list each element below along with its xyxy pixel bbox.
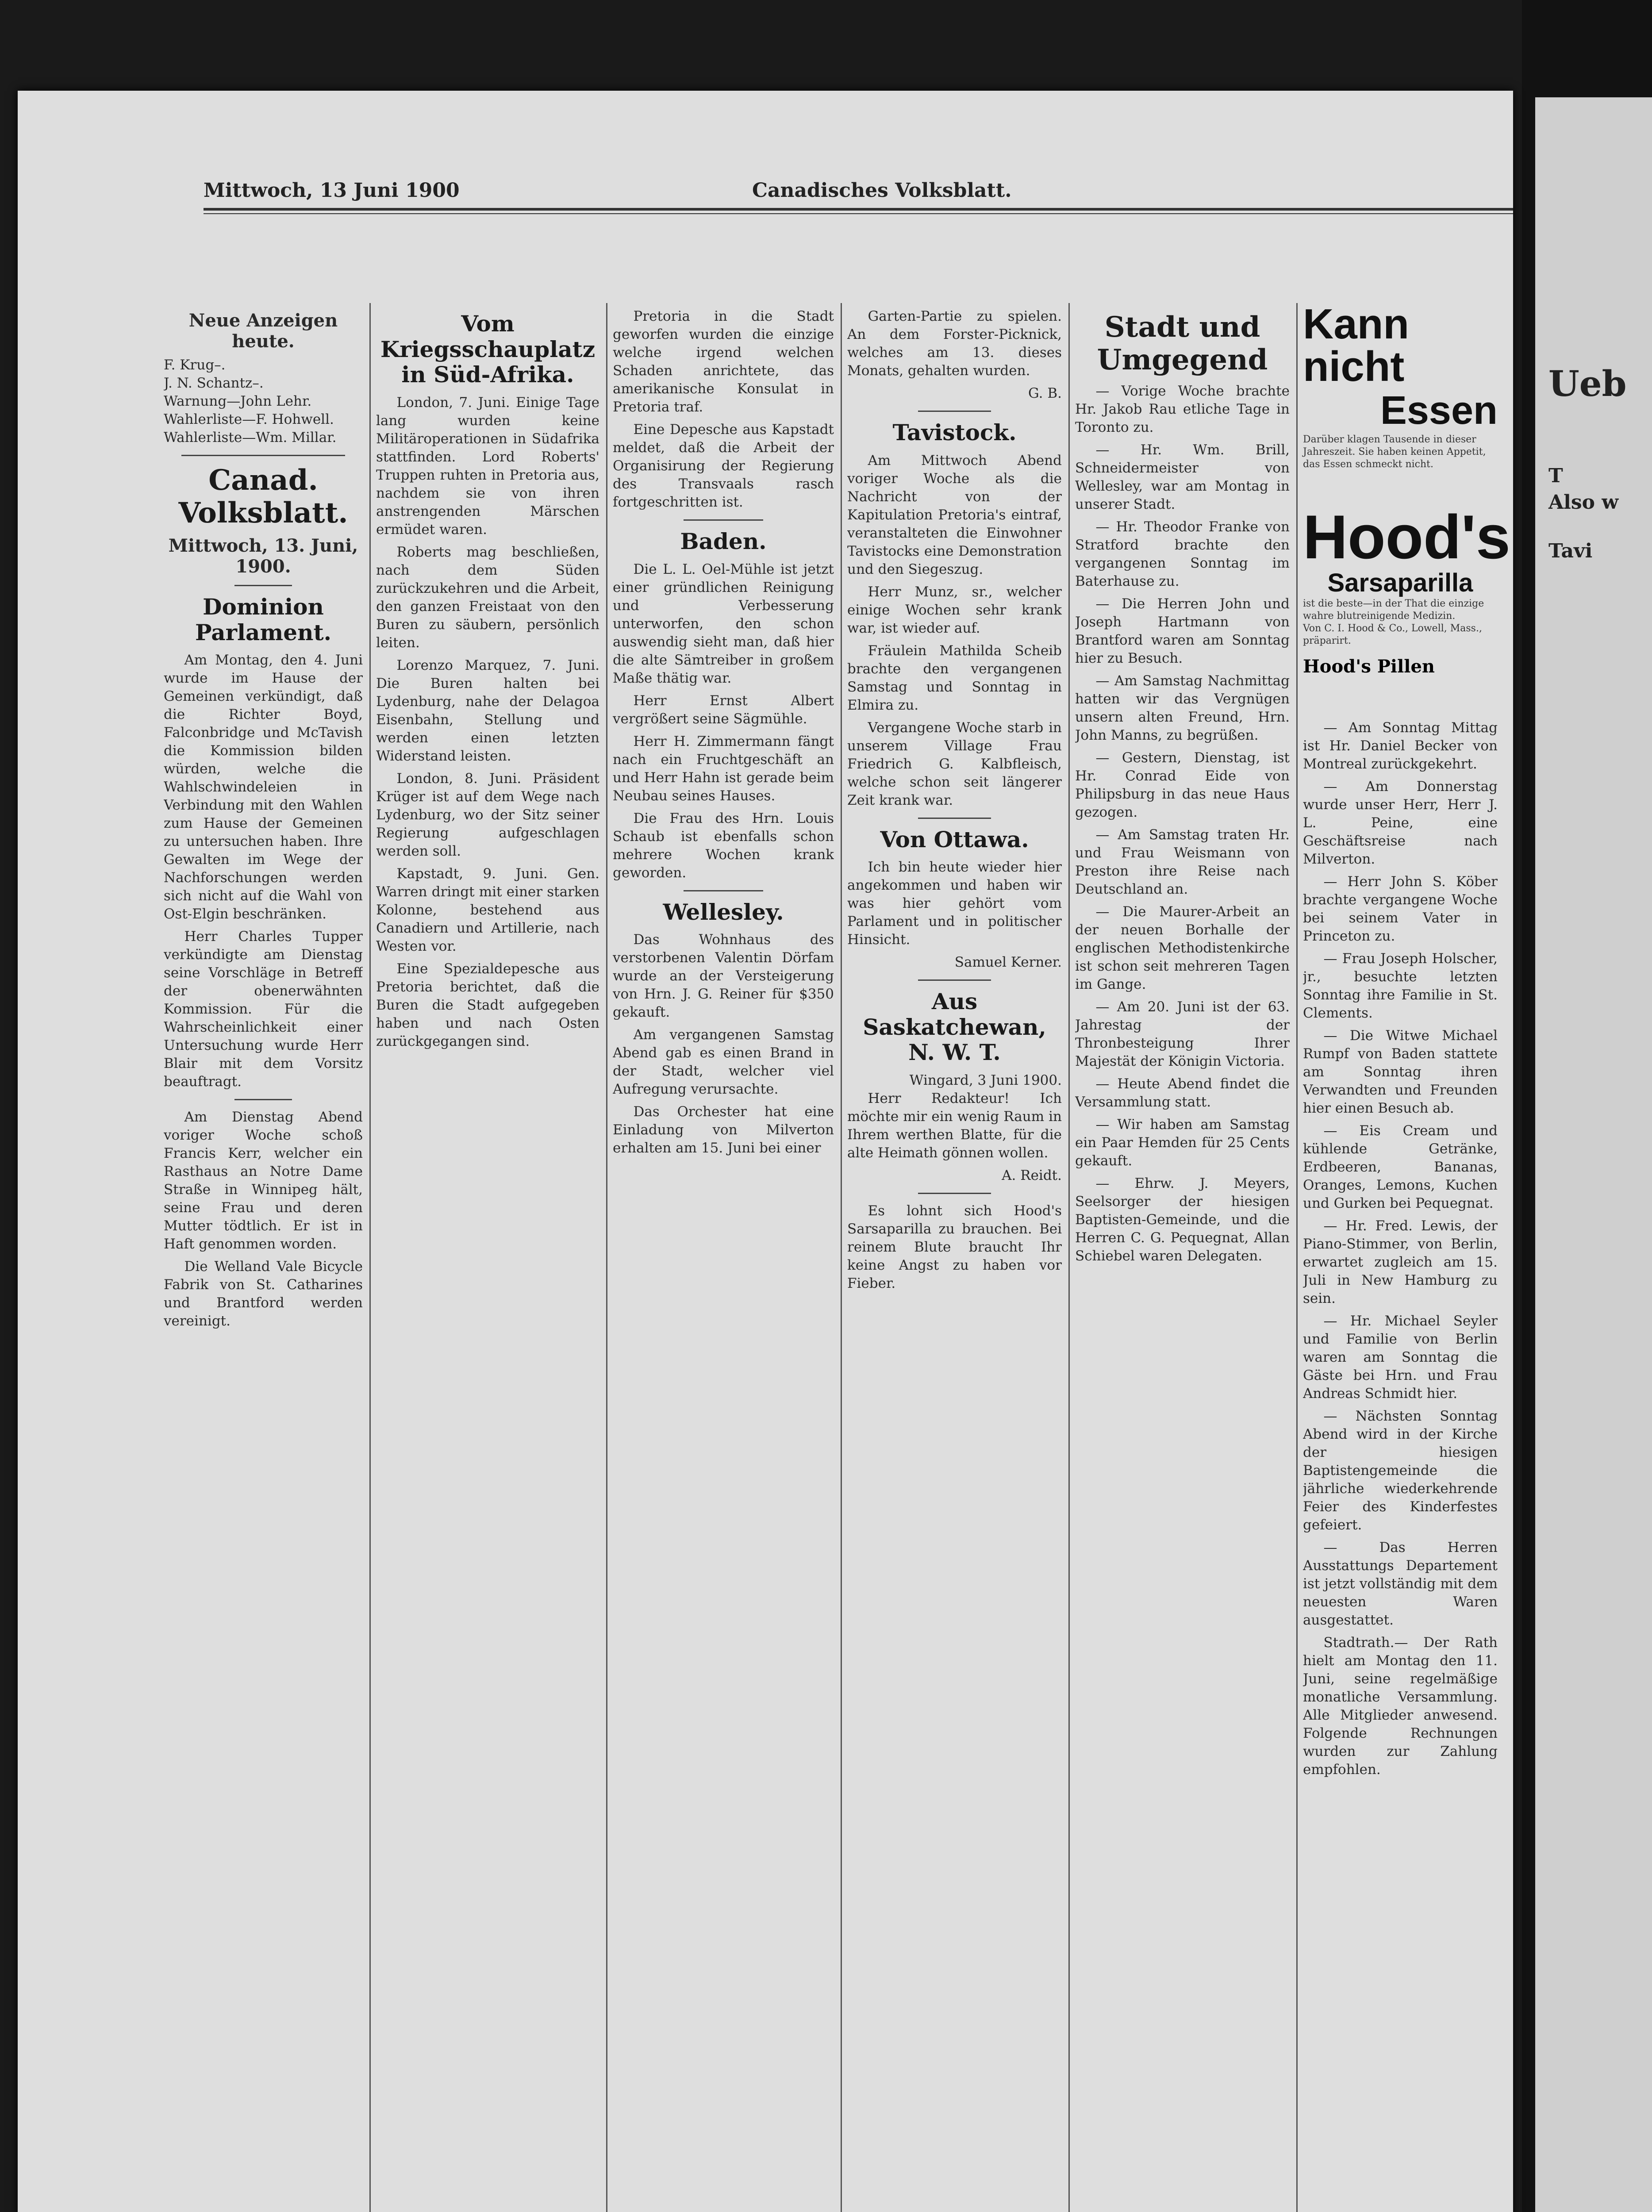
column-rule (1068, 303, 1070, 2212)
article-paragraph: Die Welland Vale Bicycle Fabrik von St. Catharines und Brantford werden vereinigt. (164, 1259, 363, 1329)
article-paragraph: Herr Munz, sr., welcher einige Wochen sehr krank war, ist wieder auf. (847, 584, 1062, 636)
column-6 (1303, 719, 1498, 2212)
article-paragraph: Am Mittwoch Abend voriger Woche als die Nachricht von der Kapitulation Pretoria's eintraf, veranstalteten die Einwohner Tavistocks eine Demonstration und den Siegeszug. (847, 452, 1062, 577)
signature: Samuel Kerner. (954, 954, 1062, 970)
article-paragraph: — Wir haben am Samstag ein Paar Hemden für 25 Cents gekauft. (1075, 1117, 1290, 1169)
article-paragraph: Am vergangenen Samstag Abend gab es einen Brand in der Stadt, welcher viel Aufregung verursachte. (613, 1027, 834, 1097)
adjacent-page (1535, 97, 1652, 2212)
article-heading: Wellesley. (663, 899, 784, 925)
column-3 (613, 307, 834, 2212)
ad-maker: Von C. I. Hood & Co., Lowell, Mass., präparirt. (1303, 623, 1482, 646)
paper-title: Canad. Volksblatt. (178, 464, 348, 530)
paper-date: Mittwoch, 13. Juni, 1900. (168, 535, 358, 577)
divider (918, 1193, 991, 1194)
ad-brand: Hood's (1303, 502, 1510, 572)
article-paragraph: — Am Samstag traten Hr. und Frau Weismann von Preston ihre Reise nach Deutschland an. (1075, 827, 1290, 898)
article-paragraph: — Am Samstag Nachmittag hatten wir das Vergnügen unsern alten Freund, Hrn. John Manns, zu begrüßen. (1075, 673, 1290, 744)
ad-headline-2: Essen (1380, 388, 1498, 433)
article-paragraph: Es lohnt sich Hood's Sarsaparilla zu brauchen. Bei reinem Blute braucht Ihr keine Angst zu haben vor Fieber. (847, 1202, 1062, 1291)
article-paragraph: London, 7. Juni. Einige Tage lang wurden keine Militäroperationen in Südafrika stattfinden. Lord Roberts' Truppen ruhten in Pretoria aus, nachdem sie von ihren anstrengenden Märschen ermüdet waren. (376, 394, 599, 538)
article-paragraph: Das Orchester hat eine Einladung von Milverton erhalten am 15. Juni bei einer (613, 1104, 834, 1156)
column-4 (847, 307, 1062, 2212)
article-paragraph: — Nächsten Sonntag Abend wird in der Kirche der hiesigen Baptistengemeinde die jährliche wiederkehrende Feier des Kinderfestes gefeiert. (1303, 1408, 1498, 1533)
article-paragraph: Herr Charles Tupper verkündigte am Dienstag seine Vorschläge in Betreff der obenerwähnten Kommission. Für die Wahrscheinlichkeit einer Untersuchung wurde Herr Blair mit dem Vorsitz beauftragt. (164, 929, 363, 1090)
column-rule (1296, 303, 1298, 2212)
article-paragraph: — Am Sonntag Mittag ist Hr. Daniel Becker von Montreal zurückgekehrt. (1303, 720, 1498, 772)
article-paragraph: — Das Herren Ausstattungs Departement ist jetzt vollständig mit dem neuesten Waren ausgestattet. (1303, 1540, 1498, 1628)
article-paragraph: Vergangene Woche starb in unserem Village Frau Friedrich G. Kalbfleisch, welche schon seit längerer Zeit krank war. (847, 719, 1062, 808)
article-paragraph: Herr H. Zimmermann fängt nach ein Fruchtgeschäft an und Herr Hahn ist gerade beim Neubau seines Hauses. (613, 733, 834, 804)
article-paragraph: Stadtrath.— Der Rath hielt am Montag den 11. Juni, seine regelmäßige monatliche Versammlung. Alle Mitglieder anwesend. Folgende Rechnungen wurden zur Zahlung empfohlen. (1303, 1635, 1498, 1778)
ad-listing: J. N. Schantz–. (164, 375, 264, 391)
adjacent-page-heading: Ueb (1548, 363, 1627, 404)
adjacent-page-fragment: T (1548, 465, 1563, 487)
article-paragraph: — Am Donnerstag wurde unser Herr, Herr J. L. Peine, eine Geschäftsreise nach Milverton. (1303, 779, 1498, 867)
ad-copy: ist die beste—in der That die einzige wahre blutreinigende Medizin. (1303, 598, 1484, 622)
ad-pills: Hood's Pillen (1303, 656, 1435, 677)
article-paragraph: Am Dienstag Abend voriger Woche schoß Francis Kerr, welcher ein Rasthaus an Notre Dame Straße in Winnipeg hält, seine Frau und deren Mutter tödtlich. Er ist in Haft genommen worden. (164, 1109, 363, 1252)
article-paragraph: Lorenzo Marquez, 7. Juni. Die Buren halten bei Lydenburg, nahe der Delagoa Eisenbahn, Stellung und werden einen letzten Widerstand leisten. (376, 657, 599, 764)
divider (684, 890, 763, 891)
article-paragraph: — Die Maurer-Arbeit an der neuen Borhalle der englischen Methodistenkirche ist schon seit mehreren Tagen im Gange. (1075, 904, 1290, 993)
article-heading: Aus Saskatchewan, N. W. T. (863, 988, 1046, 1065)
divider (918, 979, 991, 981)
article-paragraph: Kapstadt, 9. Juni. Gen. Warren dringt mit einer starken Kolonne, bestehend aus Canadiern und Artillerie, nach Westen vor. (376, 865, 599, 954)
article-paragraph: Ich bin heute wieder hier angekommen und haben wir was hier gehört vom Parlament und in politischer Hinsicht. (847, 859, 1062, 948)
column-rule (606, 303, 607, 2212)
column-rule (841, 303, 842, 2212)
ad-listing: F. Krug–. (164, 357, 226, 373)
article-paragraph: Eine Spezialdepesche aus Pretoria berichtet, daß die Buren die Stadt aufgegeben haben und nach Osten zurückgegangen sind. (376, 960, 599, 1049)
masthead-rule-thin (204, 213, 1513, 214)
article-paragraph: Das Wohnhaus des verstorbenen Valentin Dörfam wurde an der Versteigerung von Hrn. J. G. Reiner für $350 gekauft. (613, 932, 834, 1020)
article-heading: Tavistock. (892, 419, 1017, 445)
article-heading: Stadt und Umgegend (1097, 311, 1268, 376)
article-heading: Vom Kriegsschauplatz in Süd-Afrika. (380, 311, 595, 388)
ad-copy: Darüber klagen Tausende in dieser Jahreszeit. Sie haben keinen Appetit, das Essen schmeckt nicht. (1303, 434, 1486, 470)
article-paragraph: Roberts mag beschließen, nach dem Süden zurückzukehren und die Arbeit, den ganzen Freistaat von den Buren zu säubern, persönlich leiten. (376, 544, 599, 651)
article-heading: Von Ottawa. (880, 826, 1029, 853)
column-2 (376, 307, 599, 2212)
masthead-title: Canadisches Volksblatt. (752, 179, 1012, 202)
divider (234, 1099, 292, 1100)
article-paragraph: London, 8. Juni. Präsident Krüger ist auf dem Wege nach Lydenburg, wo der Sitz seiner Regierung aufgeschlagen werden soll. (376, 770, 599, 859)
article-paragraph: — Gestern, Dienstag, ist Hr. Conrad Eide von Philipsburg in das neue Haus gezogen. (1075, 750, 1290, 821)
article-paragraph: Eine Depesche aus Kapstadt meldet, daß die Arbeit der Organisirung der Regierung des Transvaals rasch fortgeschritten ist. (613, 422, 834, 510)
article-heading: Baden. (680, 528, 767, 554)
article-paragraph: Garten-Partie zu spielen. An dem Forster-Picknick, welches am 13. dieses Monats, gehalten wurden. (847, 308, 1062, 379)
article-paragraph: Fräulein Mathilda Scheib brachte den vergangenen Samstag und Sonntag in Elmira zu. (847, 642, 1062, 713)
column-5 (1075, 307, 1290, 2212)
hoods-sarsaparilla-ad (1303, 300, 1510, 701)
article-paragraph: — Heute Abend findet die Versammlung statt. (1075, 1076, 1290, 1110)
article-paragraph: Am Montag, den 4. Juni wurde im Hause der Gemeinen verkündigt, daß die Richter Boyd, Falconbridge und McTavish die Kommission bilden würden, welche die Wahlschwindeleien in Verbindung mit den Wahlen zum Hause der Gemeinen zu untersuchen haben. Ihre Gewalten im Wege der Nachforschungen werden sich nicht auf die Wahl von Ost-Elgin beschränken. (164, 652, 363, 922)
masthead-date: Mittwoch, 13 Juni 1900 (204, 179, 460, 202)
adjacent-page-fragment: Also w (1548, 491, 1619, 514)
article-paragraph: — Die Witwe Michael Rumpf von Baden stattete am Sonntag ihren Verwandten und Freunden hier einen Besuch ab. (1303, 1028, 1498, 1116)
dateline: Wingard, 3 Juni 1900. (909, 1072, 1062, 1088)
article-paragraph: — Hr. Fred. Lewis, der Piano-Stimmer, von Berlin, erwartet zugleich am 15. Juli in New Hamburg zu sein. (1303, 1218, 1498, 1306)
article-paragraph: — Hr. Michael Seyler und Familie von Berlin waren am Sonntag die Gäste bei Hrn. und Frau Andreas Schmidt hier. (1303, 1313, 1498, 1402)
article-paragraph: — Hr. Wm. Brill, Schneidermeister von Wellesley, war am Montag in unserer Stadt. (1075, 442, 1290, 513)
article-paragraph: — Eis Cream und kühlende Getränke, Erdbeeren, Bananas, Oranges, Lemons, Kuchen und Gurken bei Pequegnat. (1303, 1123, 1498, 1211)
ad-listing: Wahlerliste—F. Hohwell. (164, 411, 334, 427)
article-paragraph: Pretoria in die Stadt geworfen wurden die einzige welche irgend welchen Schaden anrichtete, das amerikanische Konsulat in Pretoria traf. (613, 308, 834, 415)
masthead-rule (204, 208, 1513, 211)
divider (181, 455, 345, 456)
divider (918, 818, 991, 819)
ad-headline: Kann nicht (1303, 300, 1409, 390)
column-rule (369, 303, 371, 2212)
article-paragraph: — Herr John S. Köber brachte vergangene Woche bei seinem Vater in Princeton zu. (1303, 874, 1498, 944)
ad-product: Sarsaparilla (1327, 568, 1473, 597)
article-paragraph: — Hr. Theodor Franke von Stratford brachte den vergangenen Sonntag im Baterhause zu. (1075, 519, 1290, 590)
article-paragraph: — Vorige Woche brachte Hr. Jakob Rau etliche Tage in Toronto zu. (1075, 383, 1290, 436)
article-paragraph: Die Frau des Hrn. Louis Schaub ist ebenfalls schon mehrere Wochen krank geworden. (613, 810, 834, 881)
adjacent-page-fragment: Tavi (1548, 540, 1593, 562)
article-paragraph: Die L. L. Oel-Mühle ist jetzt einer gründlichen Reinigung und Verbesserung unterworfen, den schon auswendig sieht man, daß hier die alte Sämtreiber in großem Maße thätig war. (613, 561, 834, 686)
article-paragraph: — Ehrw. J. Meyers, Seelsorger der hiesigen Baptisten-Gemeinde, und die Herren C. G. Pequegnat, Allan Schiebel waren Delegaten. (1075, 1175, 1290, 1264)
signature: A. Reidt. (1002, 1167, 1062, 1183)
newspaper-page (18, 91, 1513, 2212)
divider (918, 411, 991, 412)
column-1 (164, 307, 363, 2212)
article-heading: Dominion Parlament. (195, 594, 331, 645)
ad-listing: Warnung—John Lehr. (164, 393, 312, 409)
article-paragraph: Herr Redakteur! Ich möchte mir ein wenig Raum in Ihrem werthen Blatte, für die alte Heimath gönnen wollen. (847, 1090, 1062, 1161)
divider (234, 585, 292, 586)
signature: G. B. (1028, 385, 1062, 401)
article-paragraph: — Am 20. Juni ist der 63. Jahrestag der Thronbesteigung Ihrer Majestät der Königin Victoria. (1075, 999, 1290, 1070)
ad-listing: Wahlerliste—Wm. Millar. (164, 430, 337, 445)
divider (684, 519, 763, 521)
article-paragraph: Herr Ernst Albert vergrößert seine Sägmühle. (613, 692, 834, 727)
article-paragraph: — Die Herren John und Joseph Hartmann von Brantford waren am Sonntag hier zu Besuch. (1075, 596, 1290, 667)
article-paragraph: — Frau Joseph Holscher, jr., besuchte letzten Sonntag ihre Familie in St. Clements. (1303, 951, 1498, 1021)
new-ads-heading: Neue Anzeigen heute. (188, 310, 338, 352)
